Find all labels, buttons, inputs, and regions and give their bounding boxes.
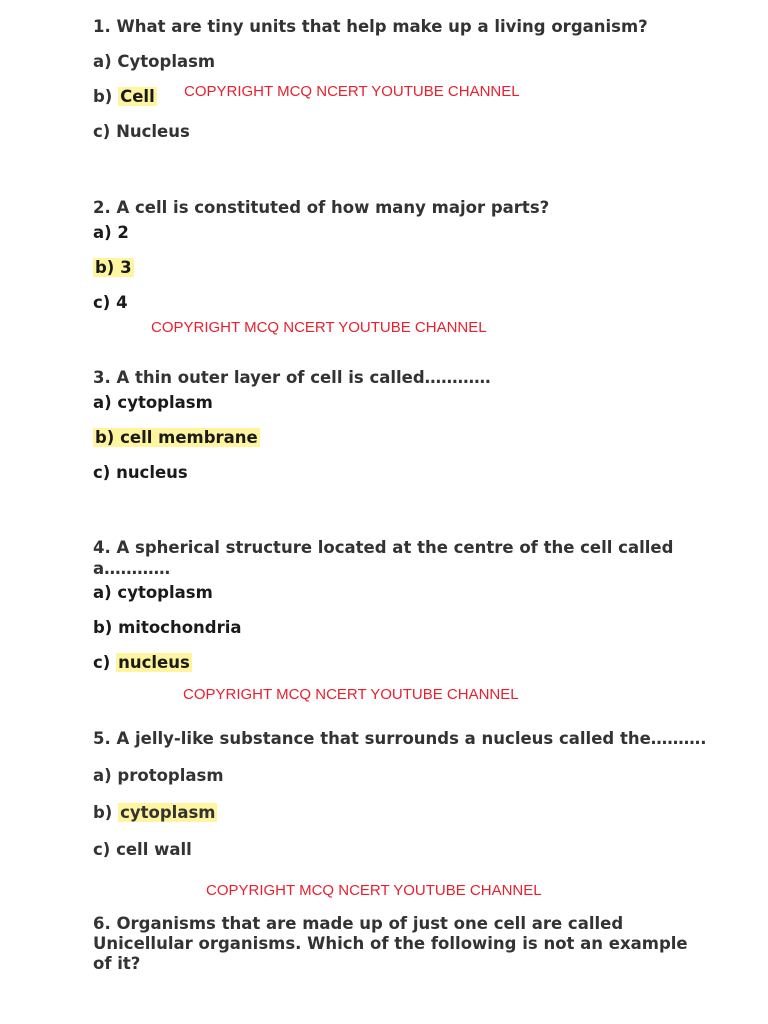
q2-answer-highlight: b) 3 (95, 258, 132, 277)
q3-answer-highlight: b) cell membrane (95, 428, 258, 447)
q4-option-a: a) cytoplasm (93, 583, 213, 602)
q5-answer-highlight: cytoplasm (120, 803, 216, 822)
q1-option-c: c) Nucleus (93, 122, 190, 141)
q4-option-c: c) nucleus (93, 653, 190, 672)
question-3: 3. A thin outer layer of cell is called………… (93, 368, 491, 387)
question-6: 6. Organisms that are made up of just one cell are called Unicellular organisms. Which of the following is not an example of it? (93, 914, 688, 973)
q5-option-a: a) protoplasm (93, 766, 224, 785)
q5-option-b: b) cytoplasm (93, 803, 216, 822)
q3-option-c: c) nucleus (93, 463, 188, 482)
question-4-line-1: 4. A spherical structure located at the centre of the cell called (93, 538, 674, 557)
copyright-watermark: COPYRIGHT MCQ NCERT YOUTUBE CHANNEL (184, 83, 520, 100)
question-4-line-2: a………… (93, 559, 171, 578)
q2-option-b (93, 258, 134, 278)
q2-option-c: c) 4 (93, 293, 128, 312)
q3-option-a: a) cytoplasm (93, 393, 213, 412)
q3-option-b (93, 428, 260, 448)
question-2: 2. A cell is constituted of how many major parts? (93, 198, 550, 217)
copyright-watermark: COPYRIGHT MCQ NCERT YOUTUBE CHANNEL (183, 686, 519, 703)
q4-option-b: b) mitochondria (93, 618, 242, 637)
q5-option-c: c) cell wall (93, 840, 192, 859)
copyright-watermark: COPYRIGHT MCQ NCERT YOUTUBE CHANNEL (206, 882, 542, 899)
q2-option-a: a) 2 (93, 223, 129, 242)
q1-option-b: b) Cell (93, 87, 155, 106)
question-5: 5. A jelly-like substance that surrounds a nucleus called the………. (93, 729, 707, 748)
question-1: 1. What are tiny units that help make up a living organism? (93, 17, 648, 36)
q1-answer-highlight: Cell (120, 87, 155, 106)
q4-answer-highlight: nucleus (118, 653, 190, 672)
copyright-watermark: COPYRIGHT MCQ NCERT YOUTUBE CHANNEL (151, 319, 487, 336)
q1-option-a: a) Cytoplasm (93, 52, 216, 71)
